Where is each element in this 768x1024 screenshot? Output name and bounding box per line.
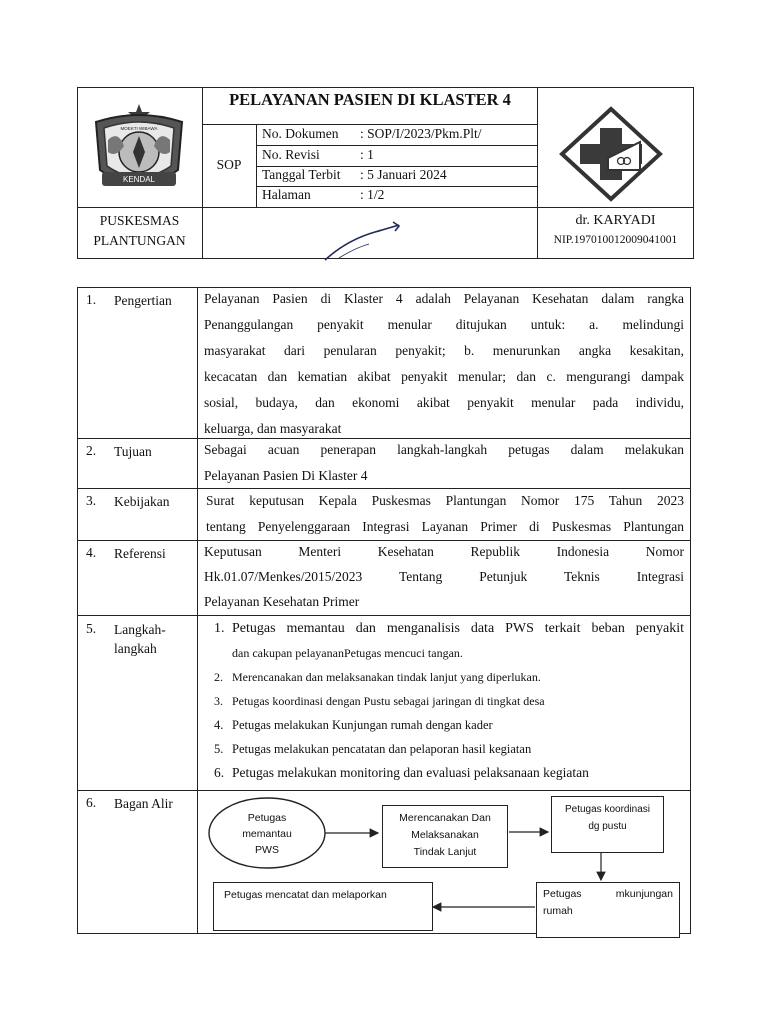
flow-start-text: Petugas memantau PWS xyxy=(242,812,292,856)
kendal-emblem-logo xyxy=(88,100,190,200)
section-number: 2. xyxy=(86,443,97,458)
section-label-langkah: Langkah- langkah xyxy=(114,622,166,656)
section-number: 4. xyxy=(86,545,97,560)
section-label-bagan-alir: Bagan Alir xyxy=(114,796,173,811)
section-number: 1. xyxy=(86,292,97,307)
svg-text:KENDAL: KENDAL xyxy=(122,175,156,184)
list-item: 3. Petugas koordinasi dengan Pustu sebagai jaringan di tingkat desa xyxy=(214,694,545,708)
meta-label-doc: No. Dokumen xyxy=(262,126,339,141)
list-item: 6. Petugas melakukan monitoring dan evaluasi pelaksanaan kegiatan xyxy=(214,765,589,780)
section-body-kebijakan: Surat keputusan Kepala Puskesmas Plantungan Nomor 175 Tahun 2023 tentang Penyelenggaraan Integrasi Layanan Primer di Puskesmas Plantungan xyxy=(206,493,684,534)
list-item: 5. Petugas melakukan pencatatan dan pelaporan hasil kegiatan xyxy=(214,742,532,756)
procedure-steps xyxy=(214,617,684,785)
section-label-kebijakan: Kebijakan xyxy=(114,494,170,509)
org-name-line1: PUSKESMAS xyxy=(99,213,180,228)
sop-label: SOP xyxy=(216,157,242,172)
section-number: 3. xyxy=(86,493,97,508)
page-title: PELAYANAN PASIEN DI KLASTER 4 xyxy=(229,90,511,109)
puskesmas-logo xyxy=(558,106,664,202)
signer-name: dr. KARYADI xyxy=(575,213,656,228)
meta-label-rev: No. Revisi xyxy=(262,147,320,162)
flow-box-plan: Merencanakan Dan Melaksanakan Tindak Lanjut xyxy=(382,805,508,868)
section-body-referensi: Keputusan Menteri Kesehatan Republik Indonesia Nomor Hk.01.07/Menkes/2015/2023 Tentang Petunjuk Teknis Integrasi Pelayanan Kesehatan Primer xyxy=(204,544,684,609)
section-body-pengertian: Pelayanan Pasien di Klaster 4 adalah Pelayanan Kesehatan dalam rangka Penanggulangan penyakit menular ditujukan untuk: a. melindungi masyarakat dari penularan penyakit; b. menurunkan angka kesakitan, kecacatan dan kematian akibat penyakit menular; dan c. mengurangi dampak sosial, budaya, dan ekonomi akibat penyakit menular pada individu, keluarga, dan masyarakat xyxy=(204,291,684,436)
flow-box-report: Petugas mencatat dan melaporkan xyxy=(213,882,433,931)
section-number: 5. xyxy=(86,621,97,636)
section-label-tujuan: Tujuan xyxy=(114,444,152,459)
signature-mark xyxy=(315,218,410,264)
list-item: 4. Petugas melakukan Kunjungan rumah dengan kader xyxy=(214,718,493,732)
section-label-referensi: Referensi xyxy=(114,546,166,561)
org-name-line2: PLANTUNGAN xyxy=(93,233,186,248)
flow-box-coord: Petugas koordinasi dg pustu xyxy=(551,796,664,853)
svg-text:MOEKTI WIBAWA: MOEKTI WIBAWA xyxy=(120,126,158,131)
list-item: 2. Merencanakan dan melaksanakan tindak lanjut yang diperlukan. xyxy=(214,670,541,684)
meta-label-date: Tanggal Terbit xyxy=(262,167,341,182)
meta-value-date: : 5 Januari 2024 xyxy=(360,167,447,182)
meta-label-page: Halaman xyxy=(262,187,311,202)
section-label-pengertian: Pengertian xyxy=(114,293,172,308)
flow-box-visit: Petugas mkunjungan rumah xyxy=(536,882,680,938)
meta-value-doc: : SOP/I/2023/Pkm.Plt/ xyxy=(360,126,482,141)
meta-value-rev: : 1 xyxy=(360,147,374,162)
signer-nip: NIP.197010012009041001 xyxy=(553,234,678,246)
meta-value-page: : 1/2 xyxy=(360,187,385,202)
list-item: 1. Petugas memantau dan menganalisis data PWS terkait beban penyakit dan cakupan pelayananPetugas mencuci tangan. xyxy=(214,621,684,660)
section-body-tujuan: Sebagai acuan penerapan langkah-langkah petugas dalam melakukan Pelayanan Pasien Di Klaster 4 xyxy=(204,442,684,483)
section-number: 6. xyxy=(86,795,97,810)
